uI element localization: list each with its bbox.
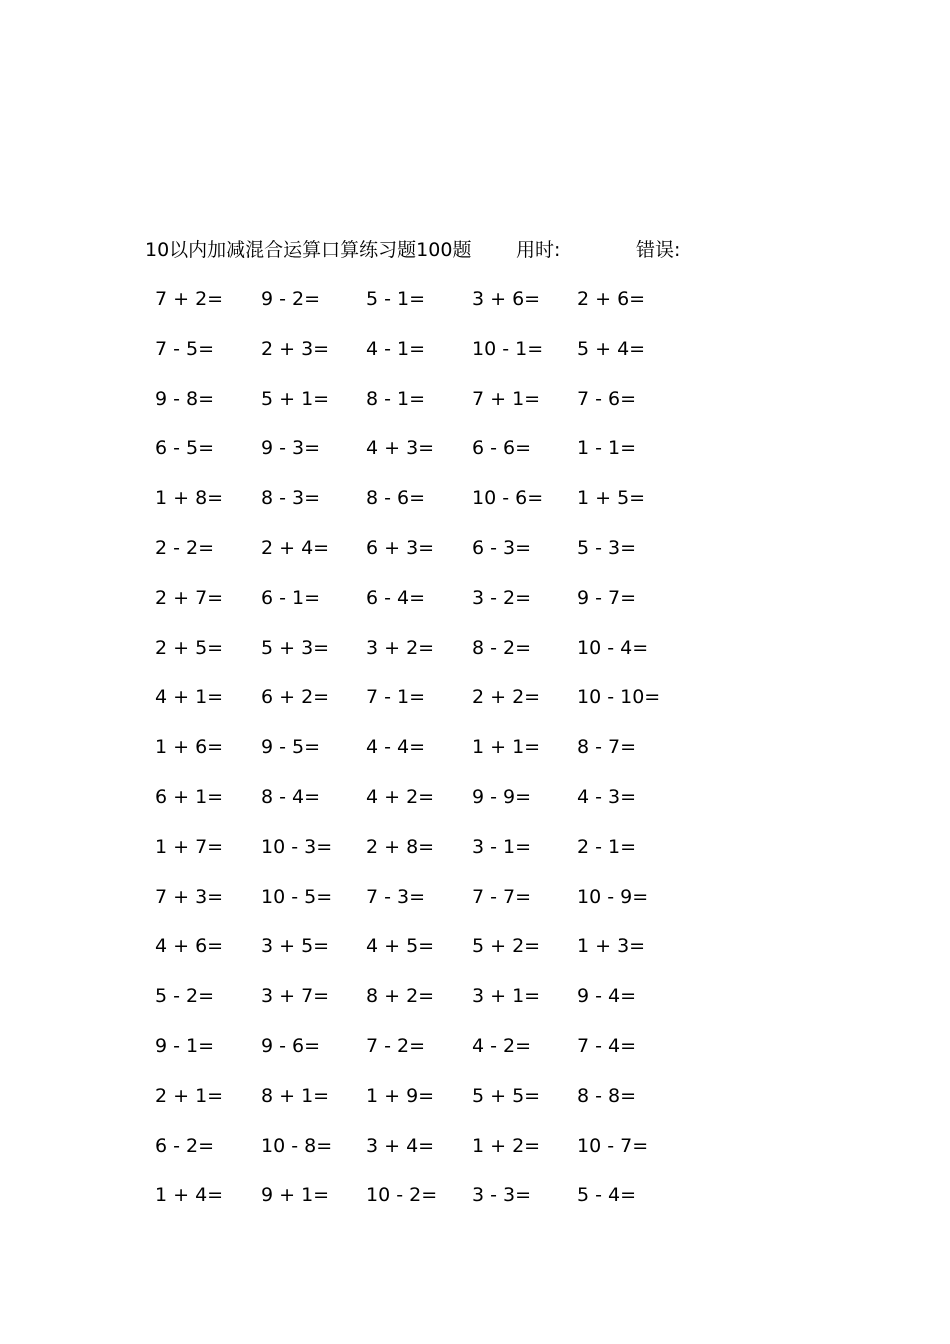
arithmetic-problem: 9 - 6=	[261, 1035, 321, 1057]
arithmetic-problem: 5 + 3=	[261, 636, 330, 659]
arithmetic-problem: 5 + 4=	[577, 337, 646, 360]
arithmetic-problem: 4 + 6=	[155, 935, 224, 958]
arithmetic-problem: 6 + 1=	[155, 786, 224, 808]
arithmetic-problem: 7 + 3=	[155, 885, 224, 908]
arithmetic-problem: 10 - 3=	[261, 835, 333, 858]
errors-label: 错误:	[636, 239, 681, 261]
arithmetic-problem: 10 - 1=	[472, 337, 544, 360]
arithmetic-problem: 6 - 6=	[472, 437, 532, 460]
arithmetic-problem: 8 + 1=	[261, 1084, 330, 1107]
arithmetic-problem: 8 - 4=	[261, 786, 321, 808]
arithmetic-problem: 5 + 1=	[261, 387, 330, 410]
arithmetic-problem: 1 + 2=	[472, 1134, 541, 1157]
arithmetic-problem: 2 + 4=	[261, 537, 330, 559]
arithmetic-problem: 5 - 3=	[577, 537, 637, 559]
arithmetic-problem: 4 + 3=	[366, 437, 435, 460]
arithmetic-problem: 3 + 2=	[366, 636, 435, 659]
arithmetic-problem: 4 + 2=	[366, 786, 435, 808]
arithmetic-problem: 4 - 2=	[472, 1035, 532, 1057]
arithmetic-problem: 3 + 4=	[366, 1134, 435, 1157]
arithmetic-problem: 2 + 7=	[155, 586, 224, 609]
arithmetic-problem: 1 + 4=	[155, 1184, 224, 1207]
arithmetic-problem: 1 + 7=	[155, 835, 224, 858]
arithmetic-problem: 10 - 2=	[366, 1184, 438, 1207]
arithmetic-problem: 3 + 5=	[261, 935, 330, 958]
arithmetic-problem: 4 - 3=	[577, 786, 637, 808]
arithmetic-problem: 1 + 9=	[366, 1084, 435, 1107]
arithmetic-problem: 2 - 2=	[155, 537, 215, 559]
arithmetic-problem: 6 - 4=	[366, 586, 426, 609]
arithmetic-problem: 2 + 1=	[155, 1084, 224, 1107]
arithmetic-problem: 10 - 10=	[577, 686, 661, 709]
arithmetic-problem: 8 - 2=	[472, 636, 532, 659]
arithmetic-problem: 5 - 2=	[155, 985, 215, 1008]
arithmetic-problem: 9 - 5=	[261, 736, 321, 759]
arithmetic-problem: 10 - 8=	[261, 1134, 333, 1157]
arithmetic-problem: 9 - 8=	[155, 387, 215, 410]
arithmetic-problem: 9 - 3=	[261, 437, 321, 460]
arithmetic-problem: 4 + 5=	[366, 935, 435, 958]
arithmetic-problem: 4 - 1=	[366, 337, 426, 360]
arithmetic-problem: 2 - 1=	[577, 835, 637, 858]
arithmetic-problem: 2 + 8=	[366, 835, 435, 858]
arithmetic-problem: 2 + 2=	[472, 686, 541, 709]
arithmetic-problem: 7 - 3=	[366, 885, 426, 908]
arithmetic-problem: 1 - 1=	[577, 437, 637, 460]
arithmetic-problem: 7 - 4=	[577, 1035, 637, 1057]
arithmetic-problem: 3 - 1=	[472, 835, 532, 858]
arithmetic-problem: 8 - 8=	[577, 1084, 637, 1107]
arithmetic-problem: 7 - 7=	[472, 885, 532, 908]
arithmetic-problem: 2 + 3=	[261, 337, 330, 360]
arithmetic-problem: 5 - 4=	[577, 1184, 637, 1207]
arithmetic-problem: 3 + 1=	[472, 985, 541, 1008]
arithmetic-problem: 5 - 1=	[366, 288, 426, 310]
arithmetic-problem: 6 - 1=	[261, 586, 321, 609]
arithmetic-problem: 10 - 4=	[577, 636, 649, 659]
arithmetic-problem: 2 + 5=	[155, 636, 224, 659]
arithmetic-problem: 1 + 3=	[577, 935, 646, 958]
arithmetic-problem: 7 + 1=	[472, 387, 541, 410]
arithmetic-problem: 5 + 5=	[472, 1084, 541, 1107]
arithmetic-problem: 4 - 4=	[366, 736, 426, 759]
arithmetic-problem: 7 - 5=	[155, 337, 215, 360]
arithmetic-problem: 8 + 2=	[366, 985, 435, 1008]
arithmetic-problem: 8 - 3=	[261, 487, 321, 510]
arithmetic-problem: 8 - 6=	[366, 487, 426, 510]
arithmetic-problem: 5 + 2=	[472, 935, 541, 958]
arithmetic-problem: 7 - 6=	[577, 387, 637, 410]
arithmetic-problem: 9 - 2=	[261, 288, 321, 310]
arithmetic-problem: 9 - 9=	[472, 786, 532, 808]
arithmetic-problem: 1 + 6=	[155, 736, 224, 759]
arithmetic-problem: 7 - 2=	[366, 1035, 426, 1057]
arithmetic-problem: 4 + 1=	[155, 686, 224, 709]
arithmetic-problem: 6 - 3=	[472, 537, 532, 559]
arithmetic-problem: 6 + 2=	[261, 686, 330, 709]
arithmetic-problem: 6 - 5=	[155, 437, 215, 460]
arithmetic-problem: 7 - 1=	[366, 686, 426, 709]
arithmetic-problem: 1 + 1=	[472, 736, 541, 759]
worksheet-title: 10以内加减混合运算口算练习题100题	[145, 239, 472, 261]
arithmetic-problem: 8 - 1=	[366, 387, 426, 410]
arithmetic-problem: 3 - 2=	[472, 586, 532, 609]
time-label: 用时:	[516, 239, 561, 261]
arithmetic-problem: 10 - 7=	[577, 1134, 649, 1157]
arithmetic-problem: 3 - 3=	[472, 1184, 532, 1207]
arithmetic-problem: 3 + 7=	[261, 985, 330, 1008]
arithmetic-problem: 3 + 6=	[472, 288, 541, 310]
arithmetic-problem: 10 - 6=	[472, 487, 544, 510]
arithmetic-problem: 9 + 1=	[261, 1184, 330, 1207]
arithmetic-problem: 6 - 2=	[155, 1134, 215, 1157]
arithmetic-problem: 1 + 5=	[577, 487, 646, 510]
arithmetic-problem: 10 - 5=	[261, 885, 333, 908]
arithmetic-problem: 10 - 9=	[577, 885, 649, 908]
arithmetic-problem: 9 - 7=	[577, 586, 637, 609]
arithmetic-problem: 8 - 7=	[577, 736, 637, 759]
arithmetic-problem: 9 - 1=	[155, 1035, 215, 1057]
arithmetic-problem: 2 + 6=	[577, 288, 646, 310]
arithmetic-problem: 7 + 2=	[155, 288, 224, 310]
arithmetic-problem: 1 + 8=	[155, 487, 224, 510]
arithmetic-problem: 6 + 3=	[366, 537, 435, 559]
arithmetic-problem: 9 - 4=	[577, 985, 637, 1008]
